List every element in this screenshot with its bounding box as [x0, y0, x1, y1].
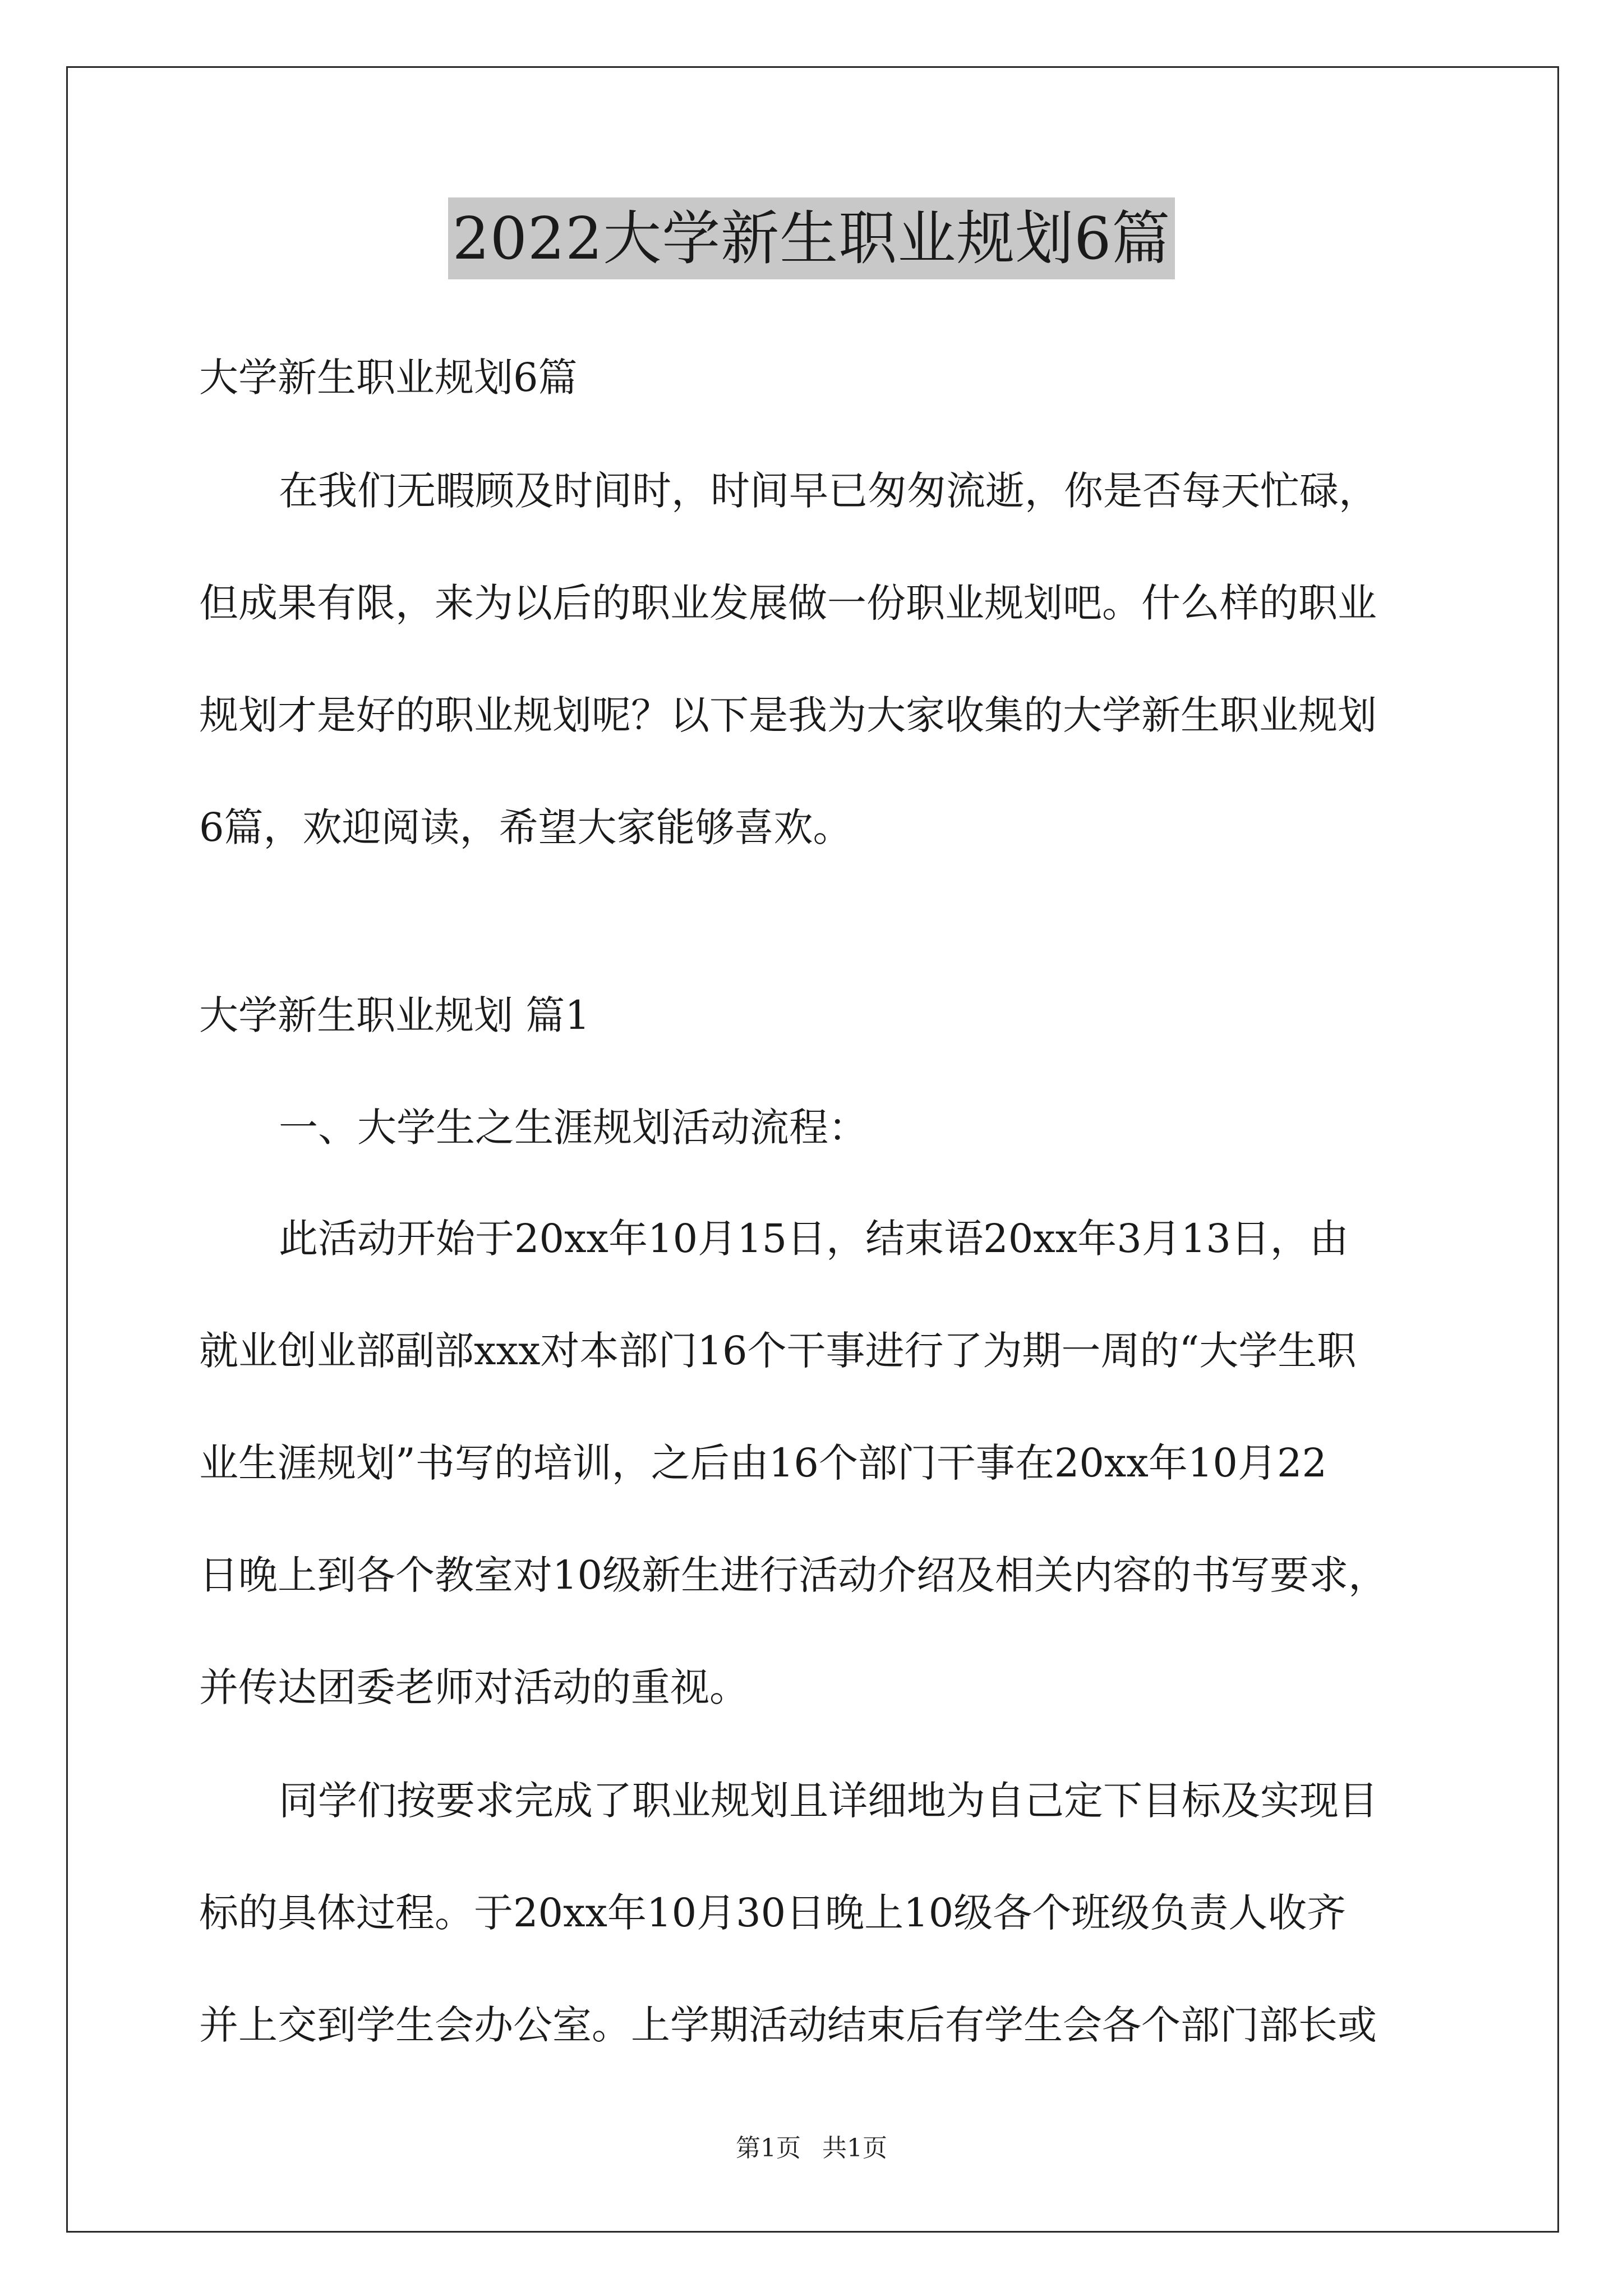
para2-line-2: 标的具体过程。于20xx年10月30日晚上10级各个班级负责人收齐: [199, 1890, 1347, 1936]
title-container: [0, 197, 1623, 279]
para1-line-3: 业生涯规划”书写的培训，之后由16个部门干事在20xx年10月22: [199, 1440, 1327, 1486]
page-total: 共1页: [822, 2134, 887, 2162]
intro-line-3: 规划才是好的职业规划呢？以下是我为大家收集的大学新生职业规划: [199, 692, 1377, 738]
para2-line-1: 同学们按要求完成了职业规划且详细地为自己定下目标及实现目: [279, 1778, 1378, 1824]
page-footer: [0, 2132, 1623, 2165]
intro-line-2: 但成果有限，来为以后的职业发展做一份职业规划吧。什么样的职业: [199, 580, 1377, 626]
intro-line-4: 6篇，欢迎阅读，希望大家能够喜欢。: [199, 804, 852, 850]
intro-line-1: 在我们无暇顾及时间时，时间早已匆匆流逝，你是否每天忙碌，: [279, 468, 1378, 514]
point-heading: 一、大学生之生涯规划活动流程：: [279, 1105, 868, 1151]
document-title: 2022大学新生职业规划6篇: [448, 197, 1175, 279]
para1-line-5: 并传达团委老师对活动的重视。: [199, 1664, 749, 1710]
document-subtitle: 大学新生职业规划6篇: [199, 355, 578, 401]
page-number: 第1页: [736, 2134, 801, 2162]
para1-line-2: 就业创业部副部xxx对本部门16个干事进行了为期一周的“大学生职: [199, 1328, 1357, 1374]
section-heading: 大学新生职业规划 篇1: [199, 992, 590, 1038]
para1-line-1: 此活动开始于20xx年10月15日，结束语20xx年3月13日，由: [279, 1216, 1349, 1262]
para2-line-3: 并上交到学生会办公室。上学期活动结束后有学生会各个部门部长或: [199, 2002, 1377, 2048]
para1-line-4: 日晚上到各个教室对10级新生进行活动介绍及相关内容的书写要求，: [199, 1552, 1388, 1598]
